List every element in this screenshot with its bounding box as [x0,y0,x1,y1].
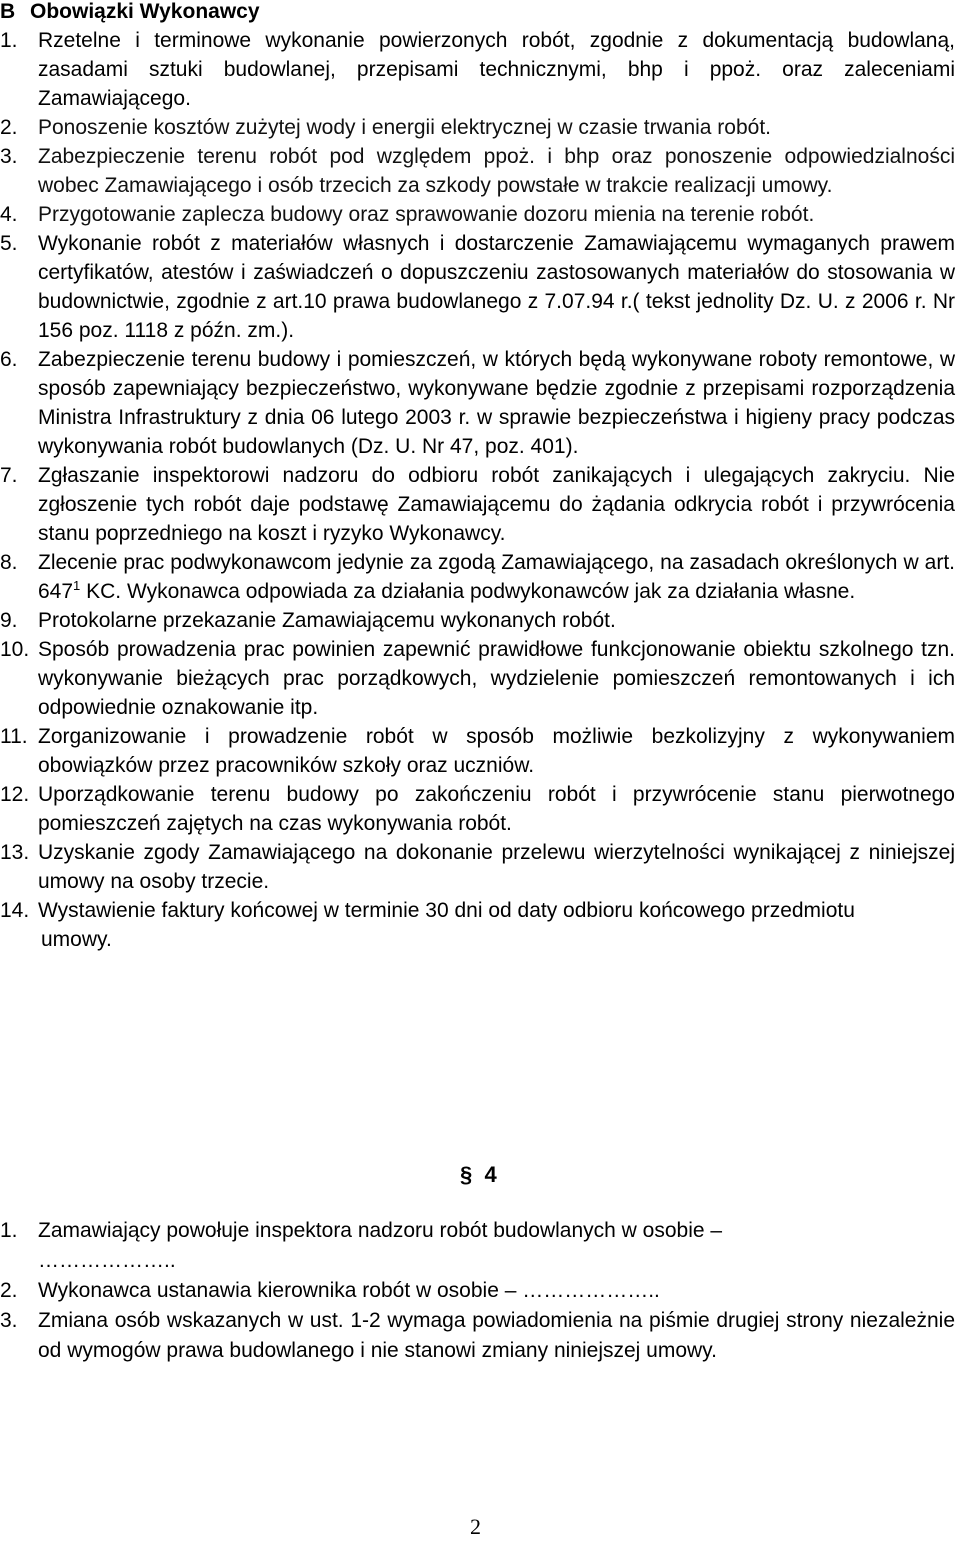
item-text-line1: Zamawiający powołuje inspektora nadzoru robót budowlanych w osobie – [38,1219,723,1242]
item-text: Protokolarne przekazanie Zamawiającemu wykonanych robót. [38,609,616,632]
item-number: 3. [0,1309,18,1332]
list-item [0,1216,955,1276]
item-text: Wykonanie robót z materiałów własnych i dostarczenie Zamawiającemu wymaganych prawem certyfikatów, atestów i zaświadczeń o dopuszczeniu zastosowanych materiałów do stosowania w budownictwie, zgodnie z art.10 prawa budowlanego z 7.07.94 r.( tekst jednolity Dz. U. z 2006 r. Nr 156 poz. 1118 z późn. zm.). [38,232,955,342]
item-number: 12. [0,783,30,806]
paragraph-number: 4 [484,1162,497,1187]
section-heading [0,0,260,26]
item-number: 4. [0,203,18,226]
item-text: Ponoszenie kosztów zużytej wody i energii elektrycznej w czasie trwania robót. [38,116,772,139]
item-text: Zgłaszanie inspektorowi nadzoru do odbioru robót zanikających i ulegających zakryciu. Nie zgłoszenie tych robót daje podstawę Zamawiającemu do żądania odkrycia robót i przywrócenia stanu poprzedniego na koszt i ryzyko Wykonawcy. [38,464,955,545]
item-text: Zorganizowanie i prowadzenie robót w sposób możliwie bezkolizyjny z wykonywaniem obowiązków przez pracowników szkoły oraz uczniów. [38,725,955,777]
list-item [0,461,955,548]
item-text: Zabezpieczenie terenu budowy i pomieszczeń, w których będą wykonywane roboty remontowe, w sposób zapewniający bezpieczeństwo, wykonywane będzie zgodnie z przepisami rozporządzenia Ministra Infrastruktury z dnia 06 lutego 2003 r. w sprawie bezpieczeństwa i higieny pracy podczas wykonywania robót budowlanych (Dz. U. Nr 47, poz. 401). [38,348,955,458]
list-item [0,635,955,722]
list-item [0,780,955,838]
item-number: 3. [0,145,18,168]
item-text: Zabezpieczenie terenu robót pod względem ppoż. i bhp oraz ponoszenie odpowiedzialności wobec Zamawiającego i osób trzecich za szkody powstałe w trakcie realizacji umowy. [38,145,955,197]
paragraph-items-list [0,1216,955,1366]
paragraph-heading [460,1160,497,1190]
item-text: Sposób prowadzenia prac powinien zapewnić prawidłowe funkcjonowanie obiektu szkolnego tzn. wykonywanie bieżących prac porządkowych, wydzielenie pomieszczeń remontowanych i ich odpowiednie oznakowanie itp. [38,638,955,719]
item-text: Zmiana osób wskazanych w ust. 1-2 wymaga powiadomienia na piśmie drugiej strony niezależnie od wymogów prawa budowlanego i nie stanowi zmiany niniejszej umowy. [38,1309,955,1362]
list-item [0,722,955,780]
paragraph-symbol: § [460,1162,473,1187]
item-text-line2: umowy. [41,928,112,951]
item-text-part1: Zlecenie prac podwykonawcom jedynie za zgodą Zamawiającego, na zasadach określonych w art. 647 [38,551,955,603]
section-letter: B [0,0,16,23]
list-item [0,113,955,142]
item-text: Wykonawca ustanawia kierownika robót w osobie – ……………….. [38,1279,660,1302]
item-text-line1: Wystawienie faktury końcowej w terminie 30 dni od daty odbioru końcowego przedmiotu [38,899,855,922]
item-text-part2: KC. Wykonawca odpowiada za działania podwykonawców jak za działania własne. [80,580,856,603]
list-item [0,200,955,229]
list-item [0,142,955,200]
list-item [0,345,955,461]
list-item [0,1276,955,1306]
item-number: 1. [0,1219,18,1242]
item-text: Uporządkowanie terenu budowy po zakończeniu robót i przywrócenie stanu pierwotnego pomieszczeń zajętych na czas wykonywania robót. [38,783,955,835]
superscript: 1 [73,578,81,593]
list-item [0,229,955,345]
item-number: 14. [0,899,30,922]
item-number: 13. [0,841,30,864]
item-text-line2: ……………….. [38,1249,176,1272]
item-text: Uzyskanie zgody Zamawiającego na dokonanie przelewu wierzytelności wynikającej z niniejszej umowy na osoby trzecie. [38,841,955,893]
item-text: Przygotowanie zaplecza budowy oraz sprawowanie dozoru mienia na terenie robót. [38,203,815,226]
item-number: 7. [0,464,18,487]
item-number: 2. [0,116,18,139]
list-item [0,838,955,896]
obligations-list [0,26,955,954]
item-number: 6. [0,348,18,371]
section-title: Obowiązki Wykonawcy [30,0,260,23]
list-item [0,606,955,635]
item-number: 10. [0,638,30,661]
list-item [0,896,955,954]
item-number: 11. [0,725,28,748]
item-number: 2. [0,1279,18,1302]
list-item [0,26,955,113]
page-number: 2 [470,1514,481,1539]
list-item [0,1306,955,1366]
item-text: Rzetelne i terminowe wykonanie powierzonych robót, zgodnie z dokumentacją budowlaną, zasadami sztuki budowlanej, przepisami technicznymi, bhp i ppoż. oraz zaleceniami Zamawiającego. [38,29,955,110]
item-number: 8. [0,551,18,574]
list-item [0,548,955,606]
item-number: 5. [0,232,18,255]
item-number: 1. [0,29,18,52]
item-number: 9. [0,609,18,632]
